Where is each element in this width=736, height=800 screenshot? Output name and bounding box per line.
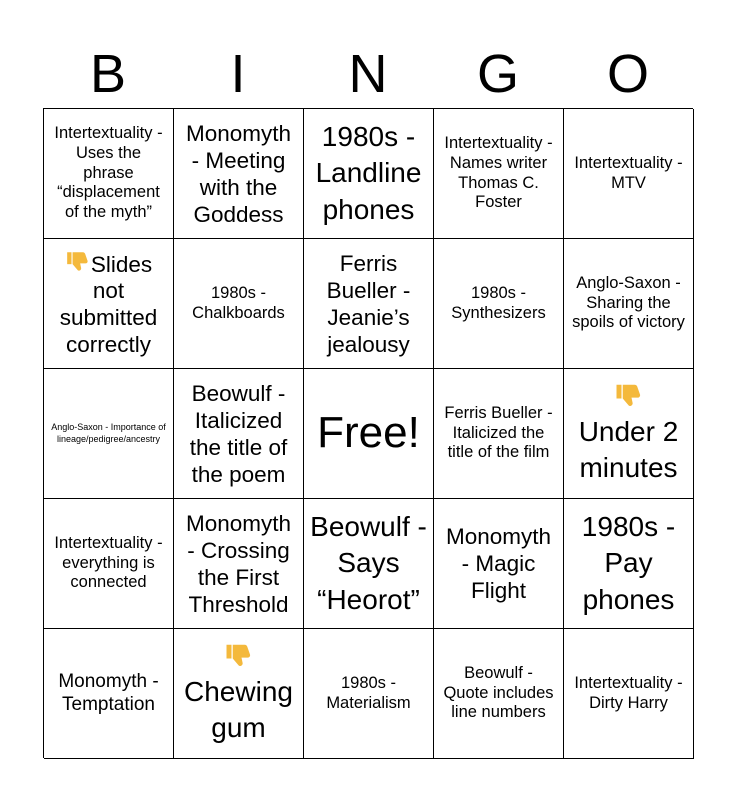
bingo-cell[interactable]: [174, 369, 304, 499]
bingo-cell[interactable]: [44, 499, 174, 629]
thumbs-down-icon: [614, 381, 644, 411]
bingo-cell[interactable]: [434, 109, 564, 239]
header-letter-o: O: [606, 44, 649, 104]
cell-text: Free!: [317, 408, 420, 458]
cell-content: [570, 381, 687, 487]
bingo-cell[interactable]: [564, 239, 694, 369]
bingo-cell[interactable]: [304, 629, 434, 759]
cell-content: [50, 124, 167, 223]
cell-text: Chewing gum: [184, 675, 293, 743]
bingo-grid: [43, 108, 693, 758]
cell-text: 1980s - Materialism: [326, 673, 411, 712]
cell-text: Ferris Bueller - Italicized the title of the film: [444, 403, 553, 462]
bingo-cell[interactable]: [174, 109, 304, 239]
cell-content: [50, 671, 167, 717]
cell-text: Beowulf - Quote includes line numbers: [443, 663, 554, 722]
bingo-header: [43, 40, 693, 108]
cell-content: [570, 274, 687, 333]
cell-content: [310, 509, 427, 618]
bingo-cell[interactable]: [174, 629, 304, 759]
bingo-cell[interactable]: [564, 109, 694, 239]
free-space-cell[interactable]: [304, 369, 434, 499]
cell-content: [310, 674, 427, 714]
thumbs-down-icon: [224, 641, 254, 671]
cell-text: Beowulf - Says “Heorot”: [310, 510, 427, 615]
cell-text: Monomyth - Temptation: [58, 670, 159, 715]
bingo-cell[interactable]: [174, 499, 304, 629]
cell-content: [317, 407, 420, 460]
bingo-cell[interactable]: [564, 369, 694, 499]
bingo-cell[interactable]: [564, 499, 694, 629]
cell-text: Slides not submitted correctly: [59, 251, 158, 358]
cell-content: [180, 380, 297, 488]
cell-content: [180, 641, 297, 747]
cell-text: Monomyth - Meeting with the Goddess: [185, 120, 292, 227]
cell-text: Intertextuality - Uses the phrase “displacement of the myth”: [54, 124, 163, 222]
cell-text: Beowulf - Italicized the title of the poem: [189, 380, 288, 487]
bingo-cell[interactable]: [304, 499, 434, 629]
cell-text: Monomyth - Magic Flight: [445, 524, 552, 603]
header-letter-n: N: [348, 44, 388, 104]
cell-text: 1980s - Chalkboards: [192, 283, 285, 322]
bingo-cell[interactable]: [44, 629, 174, 759]
cell-text: 1980s - Landline phones: [315, 120, 422, 225]
cell-text: Intertextuality - MTV: [574, 153, 683, 192]
cell-content: [570, 154, 687, 194]
bingo-cell[interactable]: [44, 239, 174, 369]
cell-content: [180, 284, 297, 324]
cell-content: [440, 664, 557, 723]
header-letter-g: G: [476, 44, 519, 104]
cell-text: 1980s - Synthesizers: [451, 283, 546, 322]
cell-text: 1980s - Pay phones: [581, 510, 676, 615]
cell-text: Intertextuality - Names writer Thomas C. Foster: [444, 133, 553, 212]
bingo-cell[interactable]: [434, 499, 564, 629]
cell-content: [440, 523, 557, 604]
cell-text: Intertextuality - Dirty Harry: [574, 673, 683, 712]
cell-content: [570, 509, 687, 618]
bingo-cell[interactable]: [44, 109, 174, 239]
cell-text: Ferris Bueller - Jeanie’s jealousy: [326, 250, 411, 357]
cell-content: [180, 510, 297, 618]
bingo-cell[interactable]: [434, 629, 564, 759]
cell-content: [180, 120, 297, 228]
thumbs-down-icon: [65, 249, 91, 276]
header-letter-b: B: [89, 44, 127, 104]
bingo-cell[interactable]: [174, 239, 304, 369]
cell-content: [310, 119, 427, 228]
cell-text: Under 2 minutes: [578, 415, 679, 483]
cell-content: [440, 134, 557, 213]
bingo-cell[interactable]: [304, 109, 434, 239]
bingo-cell[interactable]: [44, 369, 174, 499]
cell-content: [570, 674, 687, 714]
cell-text: Anglo-Saxon - Sharing the spoils of victory: [572, 273, 685, 332]
cell-content: [440, 404, 557, 463]
bingo-cell[interactable]: [564, 629, 694, 759]
bingo-cell[interactable]: [434, 239, 564, 369]
thumbs-down-icon: [65, 249, 91, 275]
thumbs-down-icon: [180, 641, 297, 674]
thumbs-down-icon: [570, 381, 687, 414]
cell-text: Anglo-Saxon - Importance of lineage/pedigree/ancestry: [51, 421, 166, 444]
cell-text: Intertextuality - everything is connected: [54, 533, 163, 592]
cell-content: [50, 422, 167, 445]
cell-text: Monomyth - Crossing the First Threshold: [185, 510, 292, 617]
header-letter-i: I: [230, 44, 246, 104]
bingo-cell[interactable]: [434, 369, 564, 499]
cell-content: [50, 249, 167, 359]
cell-content: [440, 284, 557, 324]
cell-content: [50, 534, 167, 593]
bingo-cell[interactable]: [304, 239, 434, 369]
cell-content: [310, 250, 427, 358]
